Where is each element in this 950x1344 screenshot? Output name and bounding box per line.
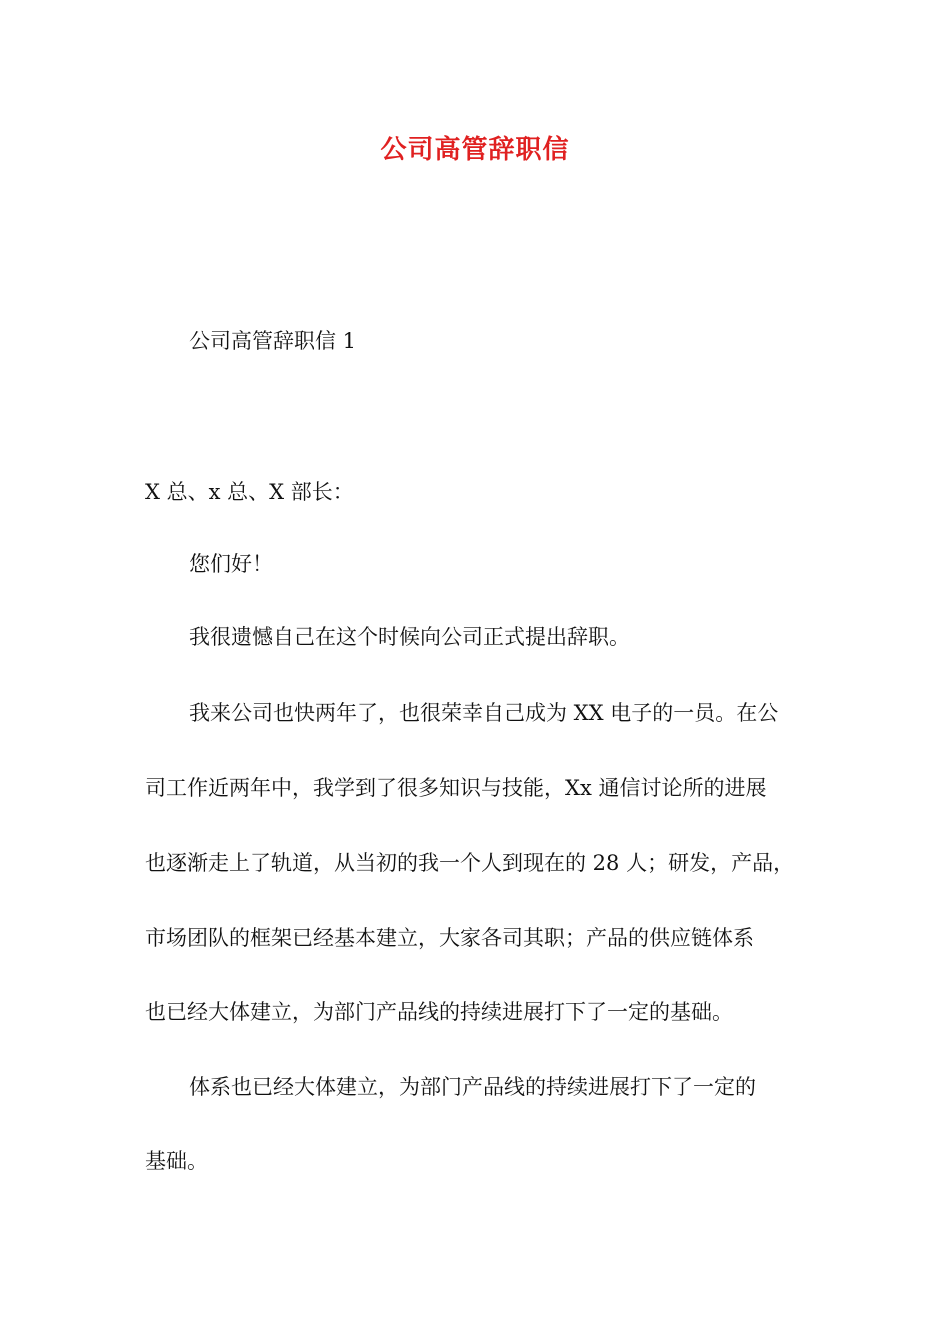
paragraph-2-line-2: 司工作近两年中，我学到了很多知识与技能，Xx 通信讨论所的进展 [145, 776, 767, 800]
letter-greeting: 您们好！ [189, 552, 273, 576]
paragraph-2-line-5: 也已经大体建立，为部门产品线的持续进展打下了一定的基础。 [145, 1000, 733, 1024]
letter-salutation: X 总、x 总、X 部长： [145, 480, 354, 504]
paragraph-2-line-1: 我来公司也快两年了，也很荣幸自己成为 XX 电子的一员。在公 [189, 701, 779, 725]
paragraph-3-line-1: 体系也已经大体建立，为部门产品线的持续进展打下了一定的 [189, 1075, 756, 1099]
paragraph-1: 我很遗憾自己在这个时候向公司正式提出辞职。 [189, 625, 630, 649]
paragraph-2-line-4: 市场团队的框架已经基本建立，大家各司其职；产品的供应链体系 [145, 926, 754, 950]
paragraph-3-line-2: 基础。 [145, 1149, 208, 1173]
letter-subtitle: 公司高管辞职信 1 [189, 329, 357, 353]
paragraph-2-line-3: 也逐渐走上了轨道，从当初的我一个人到现在的 28 人；研发，产品， [145, 851, 795, 875]
document-title: 公司高管辞职信 [380, 135, 570, 165]
